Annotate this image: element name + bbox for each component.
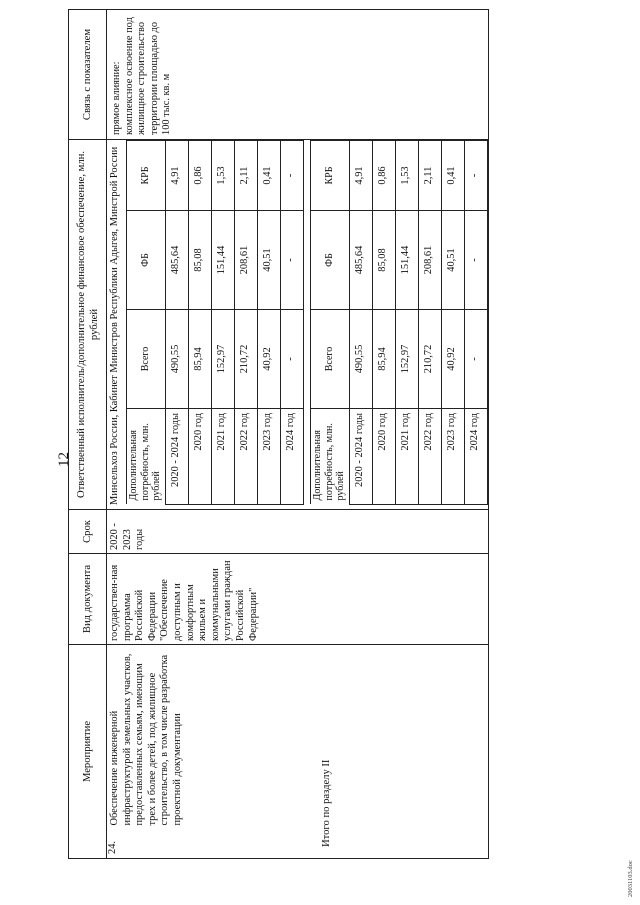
- fin-krb-value: 0,86: [188, 141, 211, 211]
- fin-year-label: 2023 год: [441, 409, 464, 505]
- fin-total-value: 40,92: [257, 310, 280, 409]
- finance-header: [126, 141, 165, 505]
- fin-krb-value: 1,53: [395, 141, 418, 211]
- fin-total-value: 490,55: [349, 310, 372, 409]
- fin-fb-value: -: [280, 211, 303, 310]
- finance-row: [165, 141, 188, 505]
- fin-total-value: 85,94: [188, 310, 211, 409]
- fin-krb-value: 4,91: [349, 141, 372, 211]
- row-doc-type: государствен-ная программа Российской Федерации "Обеспечение доступным и комфортным жильем и коммунальными услугами граждан Российской Федерации": [107, 554, 489, 645]
- total-total-header: Всего: [310, 310, 349, 409]
- finance-row: [234, 141, 257, 505]
- fin-total-value: 210,72: [234, 310, 257, 409]
- total-block: [310, 140, 488, 505]
- fin-year-label: 2022 год: [234, 409, 257, 505]
- total-finance-header: [310, 141, 349, 505]
- fin-fb-value: 85,08: [188, 211, 211, 310]
- total-label: Итого по разделу II: [321, 759, 332, 847]
- fin-fb-value: -: [464, 211, 487, 310]
- row-responsible: [107, 140, 489, 510]
- fin-krb-value: -: [280, 141, 303, 211]
- total-need-header: Дополнительная потребность, млн. рублей: [310, 409, 349, 505]
- header-doc-type: Вид документа: [69, 554, 107, 645]
- row-measure-text: Обеспечение инженерной инфраструктурой земельных участков, предоставленных семьям, имеющим трех и более детей, под жилищное строительство, в том числе разработка проектной документации: [109, 653, 183, 826]
- fin-total-value: 490,55: [165, 310, 188, 409]
- fin-fb-value: 208,61: [418, 211, 441, 310]
- fin-total-value: 152,97: [395, 310, 418, 409]
- fin-krb-value: -: [464, 141, 487, 211]
- row-link: прямое влияние: комплексное освоение под жилищное строительство территории площадью до 100 тыс. кв. м: [107, 10, 489, 140]
- table-row: [107, 10, 489, 859]
- finance-rows: [165, 141, 303, 505]
- finance-row: [280, 141, 303, 505]
- fin-fb-value: 485,64: [165, 211, 188, 310]
- responsible-text: Минсельхоз России, Кабинет Министров Республики Адыгея, Минстрой России: [109, 146, 120, 505]
- finance-row: [395, 141, 418, 505]
- finance-row: [464, 141, 487, 505]
- footer-code: 20031103.doc: [627, 860, 634, 897]
- fin-total-value: -: [464, 310, 487, 409]
- total-finance-table: [310, 140, 488, 505]
- total-fb-header: ФБ: [310, 211, 349, 310]
- row-term: 2020 - 2023 годы: [107, 510, 489, 554]
- fin-fb-value: 151,44: [211, 211, 234, 310]
- finance-row: [257, 141, 280, 505]
- fin-year-label: 2024 год: [280, 409, 303, 505]
- fin-fb-value: 151,44: [395, 211, 418, 310]
- finance-row: [188, 141, 211, 505]
- fin-krb-value: 0,41: [441, 141, 464, 211]
- finance-row: [372, 141, 395, 505]
- row-number: 24.: [107, 838, 489, 859]
- fin-year-label: 2021 год: [211, 409, 234, 505]
- header-link: Связь с показателем: [69, 10, 107, 140]
- fin-year-label: 2022 год: [418, 409, 441, 505]
- fin-krb-header: КРБ: [126, 141, 165, 211]
- page-number: 12: [56, 452, 72, 467]
- fin-total-value: 210,72: [418, 310, 441, 409]
- header-responsible: Ответственный исполнитель/дополнительное финансовое обеспечение, млн. рублей: [69, 140, 107, 510]
- fin-year-label: 2020 год: [372, 409, 395, 505]
- fin-year-label: 2024 год: [464, 409, 487, 505]
- fin-total-value: 40,92: [441, 310, 464, 409]
- header-measure: Мероприятие: [69, 645, 107, 859]
- finance-row: [418, 141, 441, 505]
- finance-row: [211, 141, 234, 505]
- finance-row: [349, 141, 372, 505]
- measures-table: [68, 9, 489, 859]
- fin-krb-value: 2,11: [418, 141, 441, 211]
- fin-total-value: 152,97: [211, 310, 234, 409]
- finance-table: [126, 140, 304, 505]
- fin-krb-value: 1,53: [211, 141, 234, 211]
- table-header: [69, 10, 107, 859]
- fin-total-header: Всего: [126, 310, 165, 409]
- fin-krb-value: 0,86: [372, 141, 395, 211]
- fin-krb-value: 0,41: [257, 141, 280, 211]
- row-measure: [107, 645, 489, 838]
- fin-total-value: -: [280, 310, 303, 409]
- fin-year-label: 2021 год: [395, 409, 418, 505]
- fin-krb-value: 4,91: [165, 141, 188, 211]
- fin-need-header: Дополнительная потребность, млн. рублей: [126, 409, 165, 505]
- fin-year-label: 2023 год: [257, 409, 280, 505]
- fin-krb-value: 2,11: [234, 141, 257, 211]
- header-term: Срок: [69, 510, 107, 554]
- fin-total-value: 85,94: [372, 310, 395, 409]
- fin-fb-value: 485,64: [349, 211, 372, 310]
- total-krb-header: КРБ: [310, 141, 349, 211]
- finance-row: [441, 141, 464, 505]
- fin-year-label: 2020 год: [188, 409, 211, 505]
- fin-fb-header: ФБ: [126, 211, 165, 310]
- fin-fb-value: 208,61: [234, 211, 257, 310]
- fin-fb-value: 85,08: [372, 211, 395, 310]
- total-finance-rows: [349, 141, 487, 505]
- fin-fb-value: 40,51: [441, 211, 464, 310]
- fin-fb-value: 40,51: [257, 211, 280, 310]
- fin-year-label: 2020 - 2024 годы: [349, 409, 372, 505]
- fin-year-label: 2020 - 2024 годы: [165, 409, 188, 505]
